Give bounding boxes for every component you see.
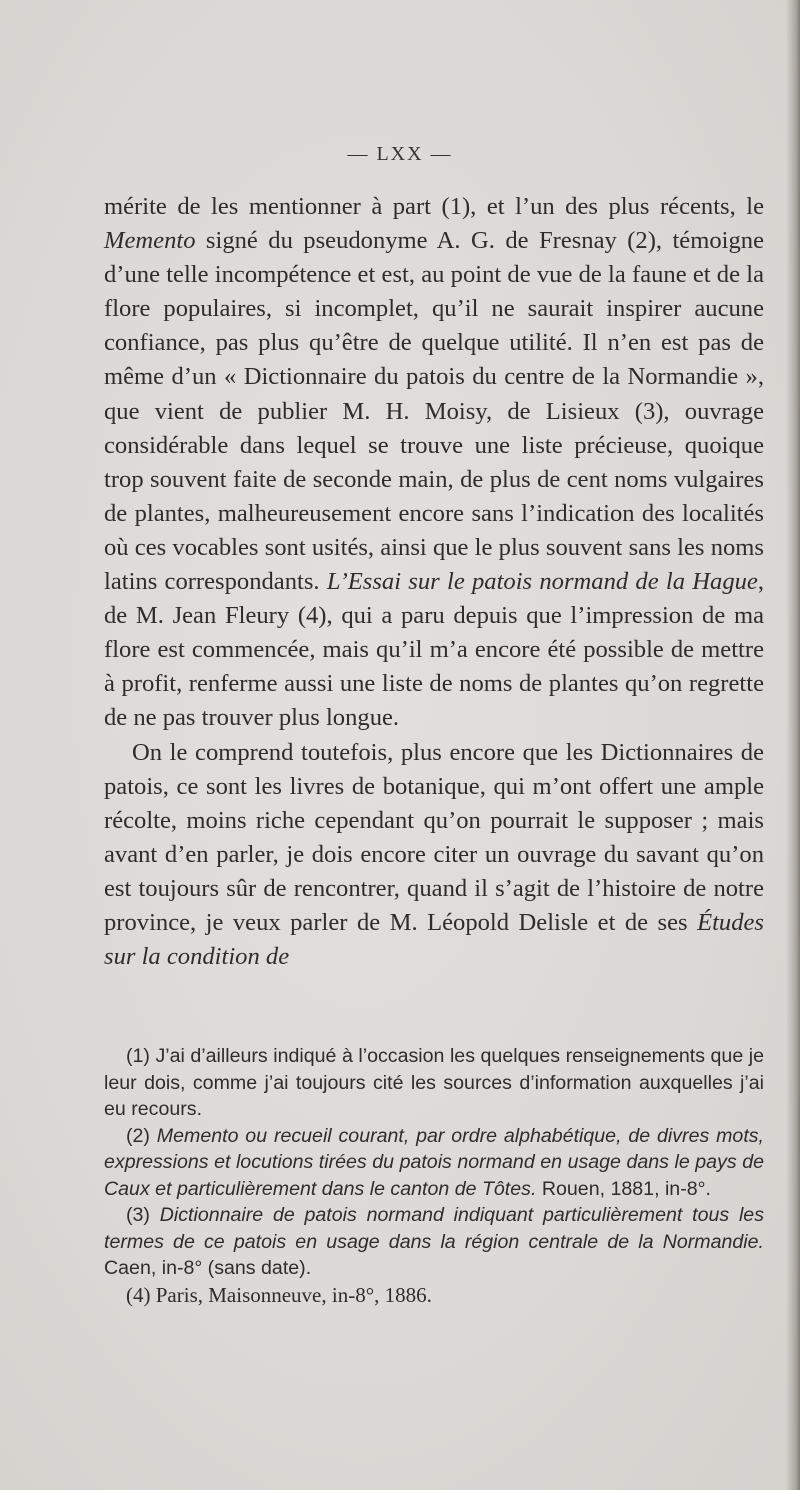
footnote-3-imprint: Caen, in-8° (sans date). (104, 1257, 312, 1279)
paragraph-1 (104, 190, 764, 736)
paragraph-2-italic-etudes: Études sur la condition de (104, 908, 764, 971)
page-edge-shadow (786, 0, 800, 1490)
footnote-2-title: Memento ou recueil courant, par ordre alphabétique, de divres mots, expressions et locutions tirées du patois normand en usage dans le pays de Caux et particulièrement dans le canton de Tôtes. (104, 1124, 764, 1200)
footnote-2-imprint: Rouen, 1881, in-8°. (536, 1177, 711, 1200)
footnote-3-number: (3) (126, 1204, 160, 1226)
footnote-2-number: (2) (126, 1124, 157, 1147)
paragraph-1-italic-memento: Memento (104, 227, 196, 255)
page-number-header: — LXX — (347, 143, 453, 165)
footnote-3-title: Dictionnaire de patois normand indiquant particulièrement tous les termes de ce patois en usage dans la région centrale de la Normandie. (104, 1204, 764, 1253)
footnote-1: (1) J’ai d’ailleurs indiqué à l’occasion les quelques renseignements que je leur dois, comme j’ai toujours cité les sources d’information auxquelles j’ai eu recours. (104, 1045, 764, 1120)
footnotes (104, 1043, 764, 1308)
paragraph-2 (104, 736, 764, 975)
footnote-2 (104, 1123, 764, 1203)
paragraph-1-italic-essai: L’Essai sur le patois normand de la Hague (326, 568, 758, 596)
main-text (104, 190, 764, 974)
paragraph-1-text-c: , de M. Jean Fleury (4), qui a paru depuis que l’impression de ma flore est commencée, mais qu’il m’a encore été possible de mettre à profit, renferme aussi une liste de noms de plantes qu’on regrette de ne pas trouver plus longue. (104, 568, 764, 732)
paragraph-1-text-b: signé du pseudonyme A. G. de Fresnay (2), témoigne d’une telle incompétence et est, au point de vue de la faune et de la flore populaires, si incomplet, qu’il ne saurait inspirer aucune confiance, pas plus qu’être de quelque utilité. Il n’en est pas de même d’un « Dictionnaire du patois du centre de la Normandie », que vient de publier M. H. Moisy, de Lisieux (3), ouvrage considérable dans lequel se trouve une liste précieuse, quoique trop souvent faite de seconde main, de plus de cent noms vulgaires de plantes, malheureusement encore sans l’indication des localités où ces vocables sont usités, ainsi que le plus souvent sans les noms latins correspondants. (104, 227, 764, 596)
paragraph-2-text-a: On le comprend toutefois, plus encore que les Dictionnaires de patois, ce sont les livres de botanique, qui m’ont offert une ample récolte, moins riche cependant qu’on pourrait le supposer ; mais avant d’en parler, je dois encore citer un ouvrage du savant qu’on est toujours sûr de rencontrer, quand il s’agit de l’histoire de notre province, je veux parler de M. Léopold Delisle et de ses (104, 738, 764, 936)
paragraph-1-text-a: mérite de les mentionner à part (1), et l’un des plus récents, le (104, 193, 764, 220)
footnote-4: (4) Paris, Maisonneuve, in-8°, 1886. (126, 1282, 432, 1307)
footnote-3 (104, 1202, 764, 1282)
